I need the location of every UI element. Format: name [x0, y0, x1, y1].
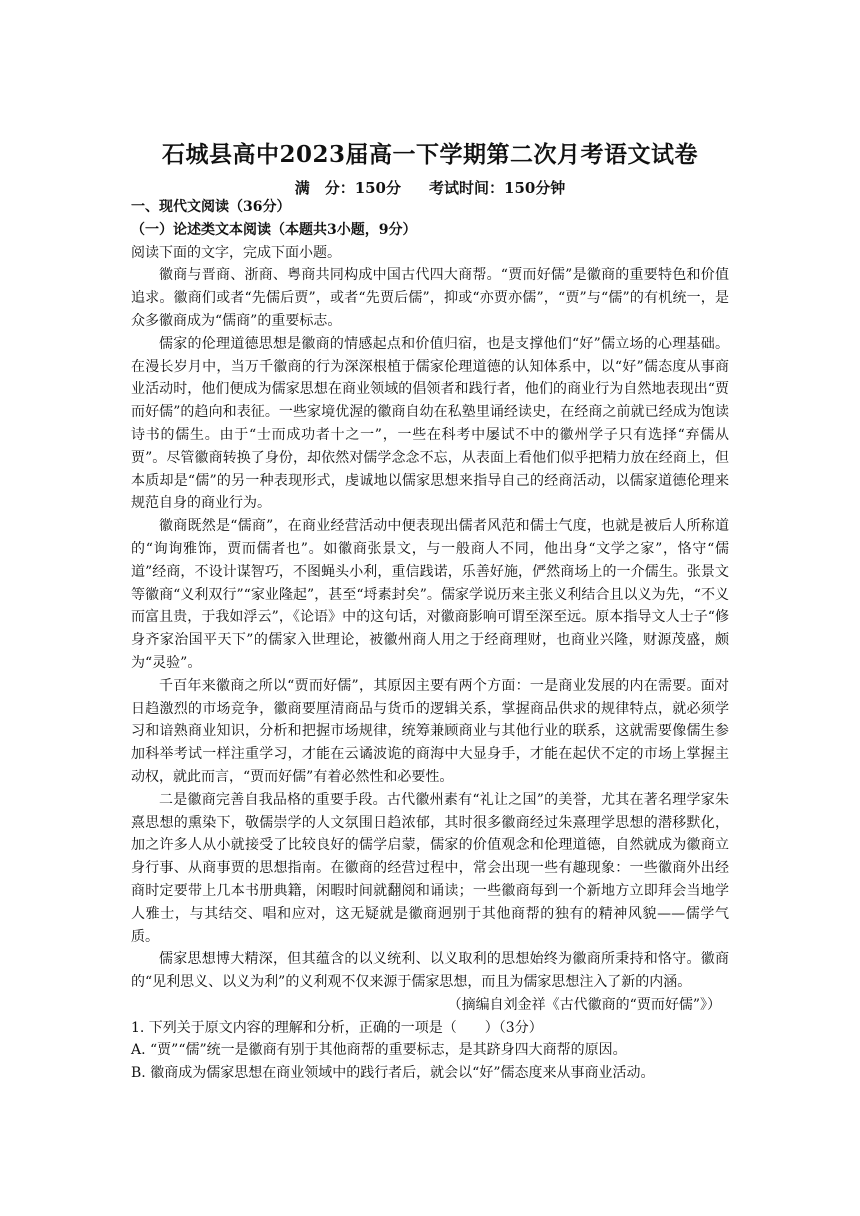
exam-title: 石城县高中2023届高一下学期第二次月考语文试卷: [161, 141, 698, 168]
option-a: A. “贾”“儒”统一是徽商有别于其他商帮的重要标志，是其跻身四大商帮的原因。: [131, 1042, 627, 1059]
exam-content: [131, 196, 729, 1085]
question-stem: 1. 下列关于原文内容的理解和分析，正确的一项是（ ）（3分）: [131, 1019, 543, 1036]
subsection-heading: （一）论述类文本阅读（本题共3小题，9分）: [131, 221, 417, 238]
passage-source: （摘编自刘金祥《古代徽商的“贾而好儒”》）: [447, 996, 721, 1013]
passage-paragraph: 千百年来徽商之所以“贾而好儒”，其原因主要有两个方面：一是商业发展的内在需要。面对日趋激烈的市场竞争，徽商要厘清商品与货币的逻辑关系，掌握商品供求的规律特点，就必须学习和谙熟商业知识，分析和把握市场规律，统筹兼顾商业与其他行业的联系，这就需要像儒生参加科举考试一样注重学习，才能在云谲波诡的商海中大显身手，才能在起伏不定的市场上掌握主动权，就此而言，“贾而好儒”有着必然性和必要性。: [131, 677, 729, 785]
exam-subtitle: [130, 177, 730, 198]
reading-instruction: 阅读下面的文字，完成下面小题。: [131, 244, 341, 261]
passage-paragraph: 二是徽商完善自我品格的重要手段。古代徽州素有“礼让之国”的美誉，尤其在著名理学家朱熹思想的熏染下，敬儒崇学的人文氛围日趋浓郁，其时很多徽商经过朱熹理学思想的潜移默化，加之许多人从小就接受了比较良好的儒学启蒙，儒家的价值观念和伦理道德，自然就成为徽商立身行事、从商事贾的思想指南。在徽商的经营过程中，常会出现一些有趣现象：一些徽商外出经商时定要带上几本书册典籍，闲暇时间就翻阅和诵读；一些徽商每到一个新地方立即拜会当地学人雅士，与其结交、唱和应对，这无疑就是徽商迥别于其他商帮的独有的精神风貌——儒学气质。: [131, 791, 729, 945]
option-b: B. 徽商成为儒家思想在商业领域中的践行者后，就会以“好”儒态度来从事商业活动。: [131, 1065, 655, 1082]
exam-time: 考试时间：150分钟: [429, 179, 566, 197]
passage-paragraph: 徽商与晋商、浙商、粤商共同构成中国古代四大商帮。“贾而好儒”是徽商的重要特色和价值追求。徽商们或者“先儒后贾”，或者“先贾后儒”，抑或“亦贾亦儒”，“贾”与“儒”的有机统一，是众多徽商成为“儒商”的重要标志。: [131, 267, 729, 329]
passage-paragraph: 儒家的伦理道德思想是徽商的情感起点和价值归宿，也是支撑他们“好”儒立场的心理基础。在漫长岁月中，当万千徽商的行为深深根植于儒家伦理道德的认知体系中，以“好”儒态度从事商业活动时，他们便成为儒家思想在商业领域的倡领者和践行者，他们的商业行为自然地表现出“贾而好儒”的趋向和表征。一些家境优渥的徽商自幼在私塾里诵经读史，在经商之前就已经成为饱读诗书的儒生。由于“士而成功者十之一”，一些在科考中屡试不中的徽州学子只有选择“弃儒从贾”。尽管徽商转换了身份，却依然对儒学念念不忘，从表面上看他们似乎把精力放在经商上，但本质却是“儒”的另一种表现形式，虔诚地以儒家思想来指导自己的经商活动，以儒家道德伦理来规范自身的商业行为。: [131, 335, 729, 512]
passage-paragraph: 徽商既然是“儒商”，在商业经营活动中便表现出儒者风范和儒士气度，也就是被后人所称道的“询询雅饰，贾而儒者也”。如徽商张景文，与一般商人不同，他出身“文学之家”，恪守“儒道”经商，不设计谋智巧，不图蝇头小利，重信践诺，乐善好施，俨然商场上的一介儒生。张景文等徽商“义利双行”“家业隆起”，甚至“埒素封矣”。儒家学说历来主张义利结合且以义为先，“不义而富且贵，于我如浮云”，《论语》中的这句话，对徽商影响可谓至深至远。原本指导文人士子“修身齐家治国平天下”的儒家入世理论，被徽州商人用之于经商理财，也商业兴隆，财源茂盛，颇为“灵验”。: [131, 518, 729, 671]
full-score: 满 分：150分: [294, 179, 401, 197]
passage-paragraph: 儒家思想博大精深，但其蕴含的以义统利、以义取利的思想始终为徽商所秉持和恪守。徽商的“见利思义、以义为利”的义利观不仅来源于儒家思想，而且为儒家思想注入了新的内涵。: [131, 951, 729, 991]
section-heading: 一、现代文阅读（36分）: [131, 199, 291, 215]
